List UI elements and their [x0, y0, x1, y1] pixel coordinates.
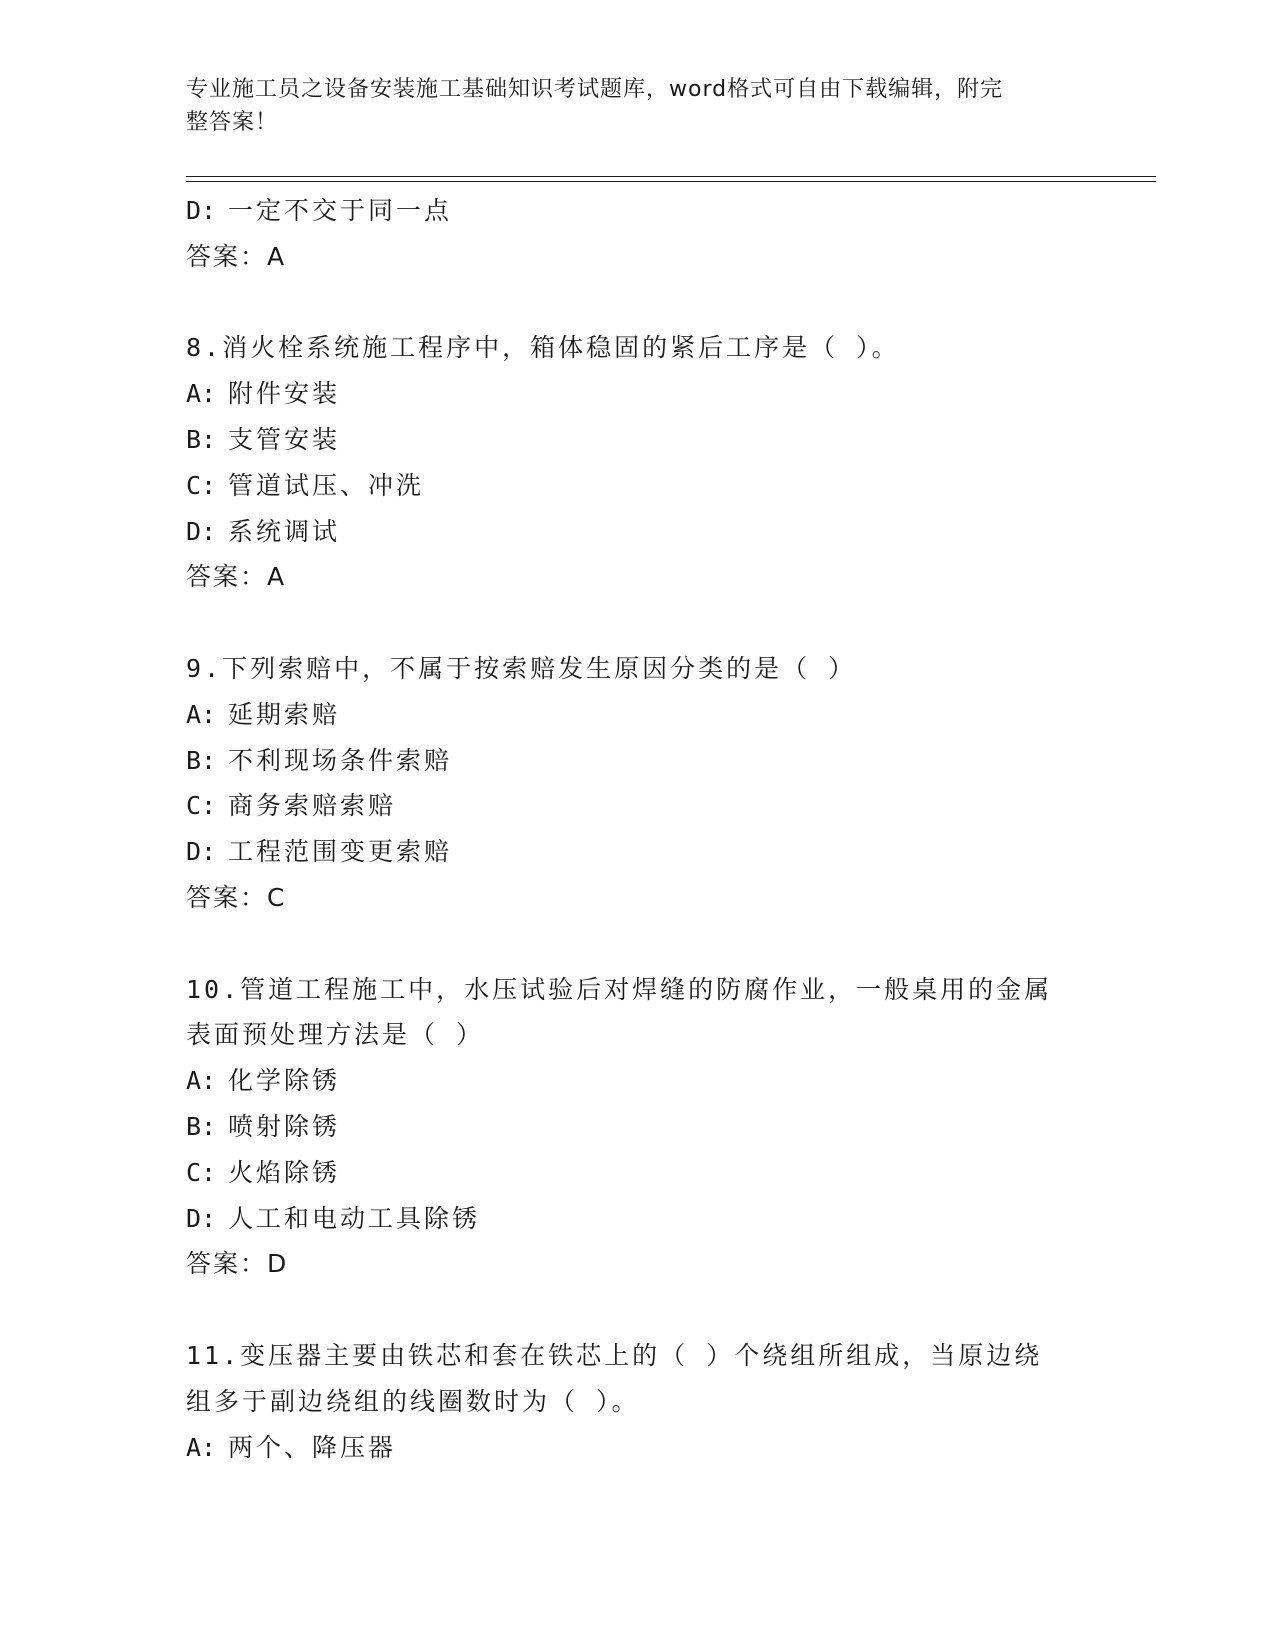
answer-line: 答案：C — [186, 882, 287, 912]
option-label: A: — [186, 1066, 217, 1096]
question-stem-continued: 表面预处理方法是（ ） — [186, 1020, 485, 1050]
option-text: 支管安装 — [228, 424, 341, 454]
option-label: A: — [186, 1432, 217, 1462]
option-text: 系统调试 — [228, 516, 341, 546]
header-divider-bottom — [186, 181, 1156, 182]
option-b — [186, 1104, 1086, 1150]
option-a — [186, 1425, 1086, 1471]
option-text: 喷射除锈 — [228, 1111, 341, 1141]
spacer — [186, 280, 1086, 326]
question-stem: 11.变压器主要由铁芯和套在铁芯上的（ ）个绕组所组成，当原边绕 — [186, 1340, 1043, 1370]
option-d — [186, 1196, 1086, 1242]
option-label: A: — [186, 699, 217, 729]
option-d — [186, 829, 1086, 875]
option-label: D: — [186, 516, 217, 546]
option-b — [186, 417, 1086, 463]
question-stem: 10.管道工程施工中，水压试验后对焊缝的防腐作业，一般桌用的金属 — [186, 974, 1053, 1004]
question-stem: 8.消火栓系统施工程序中，箱体稳固的紧后工序是（ ）。 — [186, 333, 900, 363]
option-text: 工程范围变更索赔 — [228, 837, 453, 867]
spacer — [186, 1287, 1086, 1333]
option-label: D: — [186, 837, 217, 867]
option-text: 不利现场条件索赔 — [228, 745, 453, 775]
option-text: 化学除锈 — [228, 1066, 341, 1096]
option-c — [186, 783, 1086, 829]
option-d — [186, 509, 1086, 555]
header-line-2: 整答案！ — [186, 110, 279, 135]
option-label: B: — [186, 424, 217, 454]
option-text: 人工和电动工具除锈 — [228, 1203, 481, 1233]
option-label: A: — [186, 379, 217, 409]
option-c — [186, 1150, 1086, 1196]
answer-line: 答案：D — [186, 1249, 289, 1279]
option-text: 附件安装 — [228, 379, 341, 409]
option-label: C: — [186, 470, 217, 500]
option-label: B: — [186, 1111, 217, 1141]
header-divider-top — [186, 176, 1156, 177]
option-text: 一定不交于同一点 — [228, 196, 453, 225]
option-a — [186, 692, 1086, 738]
option-text: 管道试压、冲洗 — [228, 470, 425, 500]
document-header — [186, 73, 1066, 139]
option-label: C: — [186, 1157, 217, 1187]
spacer — [186, 600, 1086, 646]
answer-line: 答案：A — [186, 562, 287, 592]
option-c — [186, 463, 1086, 509]
spacer — [186, 921, 1086, 967]
answer-line: 答案：A — [186, 241, 287, 271]
option-label: C: — [186, 791, 217, 821]
question-stem-continued: 组多于副边绕组的线圈数时为（ ）。 — [186, 1386, 640, 1416]
option-label: D: — [186, 1203, 217, 1233]
option-text: 两个、降压器 — [228, 1432, 397, 1462]
option-a — [186, 1058, 1086, 1104]
option-text: 延期索赔 — [228, 699, 341, 729]
option-label: B: — [186, 745, 217, 775]
option-text: 火焰除锈 — [228, 1157, 341, 1187]
option-a — [186, 371, 1086, 417]
header-line-1: 专业施工员之设备安装施工基础知识考试题库，word格式可自由下载编辑，附完 — [186, 77, 1004, 102]
option-text: 商务索赔索赔 — [228, 791, 397, 821]
question-list — [186, 188, 1086, 1470]
option-d: D: 一定不交于同一点 — [186, 196, 453, 225]
option-b — [186, 738, 1086, 784]
question-stem: 9.下列索赔中，不属于按索赔发生原因分类的是（ ） — [186, 653, 857, 683]
